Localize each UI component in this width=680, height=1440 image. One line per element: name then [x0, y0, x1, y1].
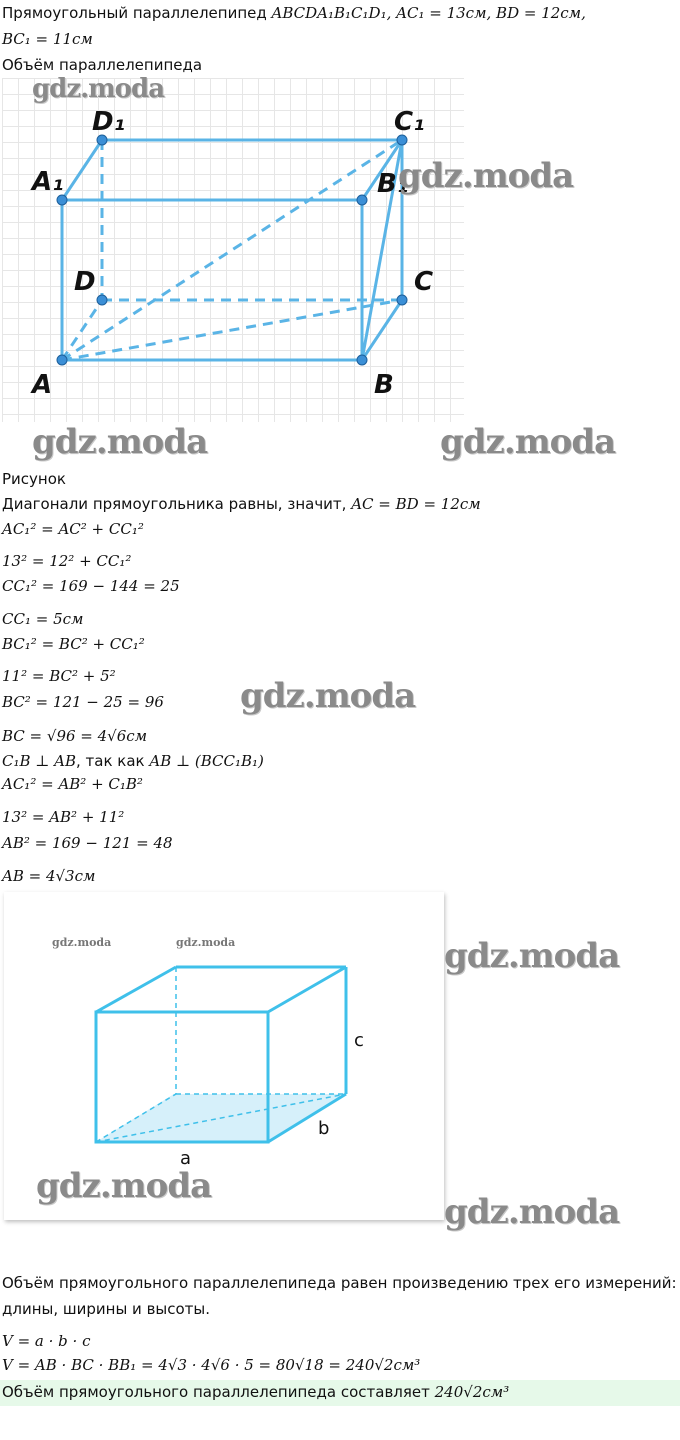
point-a — [57, 355, 67, 365]
equation: AC₁² = AC² + CC₁² — [2, 520, 144, 538]
equation: AB = 4√3см — [2, 867, 96, 885]
equation: 13² = 12² + CC₁² — [2, 552, 132, 570]
solution-line-1 — [2, 495, 481, 513]
label-b: b — [318, 1118, 330, 1139]
point-c — [397, 295, 407, 305]
formula: V = a · b · c — [2, 1332, 91, 1350]
equation: AB ⊥ (BCC₁B₁) — [149, 752, 264, 770]
watermark: gdz.moda — [32, 422, 208, 462]
problem-given-1: AC₁ = 13см, BD = 12см, — [396, 4, 586, 22]
equation: BC₁² = BC² + CC₁² — [2, 635, 145, 653]
problem-line-1: Прямоугольный параллелепипед ABCDA₁B₁C₁D₁, AC₁ = 13см, BD = 12см, — [2, 4, 586, 22]
label-c: c — [354, 1030, 364, 1051]
watermark: gdz.moda — [240, 676, 416, 716]
problem-task: Объём параллелепипеда — [2, 56, 203, 74]
equation-text: , так как — [76, 752, 145, 770]
solution-perpendicular — [2, 752, 264, 770]
label-c: C — [414, 267, 434, 297]
answer-line — [2, 1383, 509, 1401]
solution-line-1-text: Диагонали прямоугольника равны, значит, — [2, 495, 347, 513]
equation: CC₁ = 5см — [2, 610, 84, 628]
answer-text: Объём прямоугольного параллелепипеда составляет — [2, 1383, 430, 1401]
figure-2 — [4, 892, 444, 1220]
label-c1: C₁ — [394, 107, 425, 137]
equation: 13² = AB² + 11² — [2, 808, 125, 826]
equation: AB² = 169 − 121 = 48 — [2, 834, 173, 852]
equation: BC² = 121 − 25 = 96 — [2, 693, 164, 711]
label-a1: A₁ — [32, 167, 64, 197]
formula: V = AB · BC · BB₁ = 4√3 · 4√6 · 5 = 80√18 = 240√2см³ — [2, 1356, 421, 1374]
label-d1: D₁ — [92, 107, 125, 137]
watermark: gdz.moda — [32, 74, 165, 104]
point-b1 — [357, 195, 367, 205]
problem-intro: Прямоугольный параллелепипед — [2, 4, 267, 22]
problem-given-2: BC₁ = 11см — [2, 30, 93, 48]
watermark: gdz.moda — [444, 1192, 620, 1232]
watermark: gdz.moda — [398, 156, 574, 196]
equation: BC = √96 = 4√6см — [2, 727, 148, 745]
edge-ad — [62, 300, 102, 360]
watermark: gdz.moda — [440, 422, 616, 462]
solution-line-1-math: AC = BD = 12см — [351, 495, 481, 513]
diagonal-ac1 — [62, 140, 402, 360]
watermark: gdz.moda — [176, 936, 236, 949]
label-b: B — [374, 370, 394, 400]
figure-1-caption: Рисунок — [2, 470, 66, 488]
figure-1 — [2, 78, 464, 422]
answer-value: 240√2см³ — [434, 1383, 510, 1401]
edge — [268, 967, 346, 1012]
diagonal-ac — [62, 300, 402, 360]
conclusion-text-1: Объём прямоугольного параллелепипеда равен произведению трех его измерений: — [2, 1274, 677, 1292]
watermark: gdz.moda — [36, 1166, 212, 1206]
edge-a1d1 — [62, 140, 102, 200]
edge — [96, 967, 176, 1012]
point-d — [97, 295, 107, 305]
point-b — [357, 355, 367, 365]
watermark: gdz.moda — [444, 936, 620, 976]
label-b1: B₁ — [377, 169, 409, 199]
problem-figure: ABCDA₁B₁C₁D₁ — [271, 4, 387, 22]
equation: C₁B ⊥ AB — [2, 752, 77, 770]
equation: CC₁² = 169 − 144 = 25 — [2, 577, 180, 595]
conclusion-text-2: длины, ширины и высоты. — [2, 1300, 211, 1318]
label-a: A — [32, 370, 53, 400]
label-d: D — [74, 267, 96, 297]
watermark: gdz.moda — [52, 936, 112, 949]
equation: AC₁² = AB² + C₁B² — [2, 775, 143, 793]
equation: 11² = BC² + 5² — [2, 667, 116, 685]
figure-1-diagram — [2, 78, 464, 422]
label-a: a — [180, 1148, 192, 1169]
